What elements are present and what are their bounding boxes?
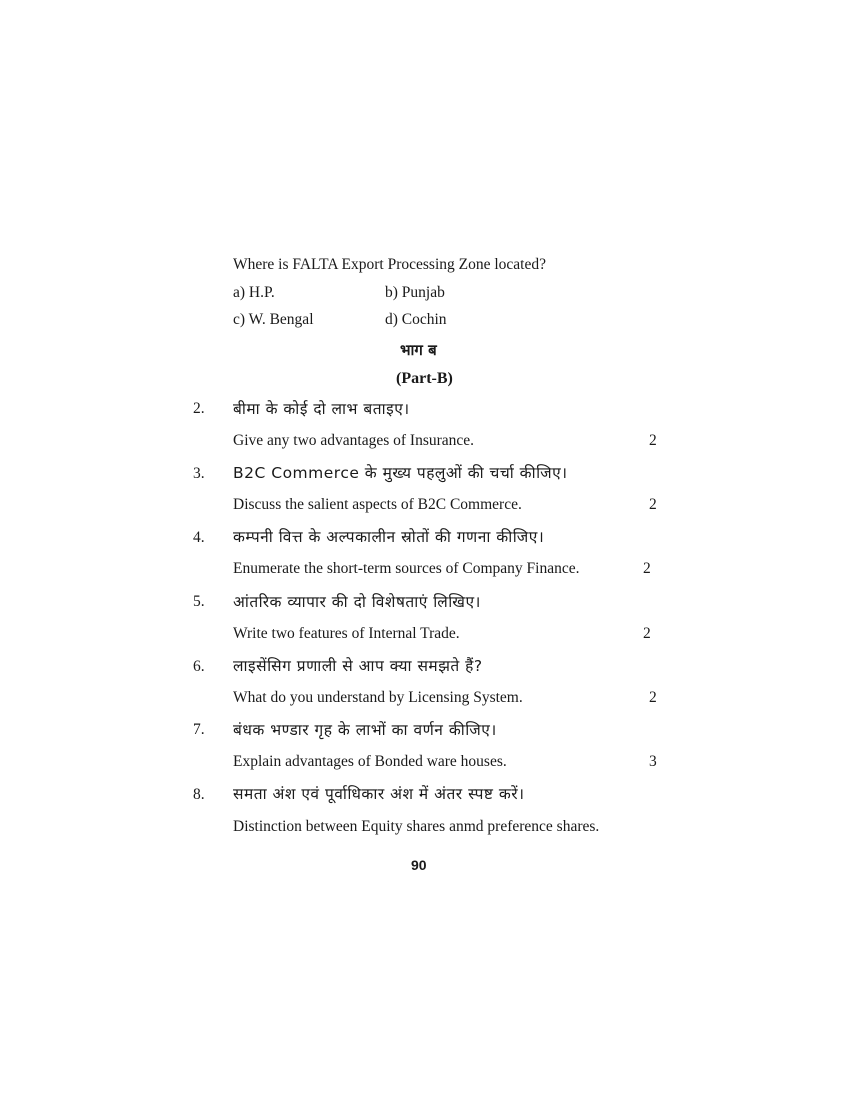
question-english: Explain advantages of Bonded ware houses. xyxy=(233,753,507,770)
question-number: 8. xyxy=(193,786,205,803)
question-hindi: B2C Commerce के मुख्य पहलुओं की चर्चा कीजिए। xyxy=(233,464,568,482)
question-hindi: कम्पनी वित्त के अल्पकालीन स्रोतों की गणना कीजिए। xyxy=(233,528,545,546)
question-hindi: समता अंश एवं पूर्वाधिकार अंश में अंतर स्पष्ट करें। xyxy=(233,785,525,803)
question-hindi: बीमा के कोई दो लाभ बताइए। xyxy=(233,400,410,418)
question-number: 7. xyxy=(193,721,205,738)
question-marks: 2 xyxy=(643,625,651,642)
mcq-option-b: b) Punjab xyxy=(385,284,445,301)
question-english: Discuss the salient aspects of B2C Commerce. xyxy=(233,496,522,513)
question-marks: 2 xyxy=(643,560,651,577)
question-english: Write two features of Internal Trade. xyxy=(233,625,460,642)
mcq-option-a: a) H.P. xyxy=(233,284,275,301)
section-heading-hindi: भाग ब xyxy=(400,341,437,359)
question-hindi: लाइसेंसिग प्रणाली से आप क्या समझते हैं? xyxy=(233,657,483,675)
question-marks: 3 xyxy=(649,753,657,770)
mcq-option-c: c) W. Bengal xyxy=(233,311,314,328)
section-heading-english: (Part-B) xyxy=(396,370,453,387)
question-number: 4. xyxy=(193,529,205,546)
question-number: 5. xyxy=(193,593,205,610)
question-marks: 2 xyxy=(649,496,657,513)
question-english: Give any two advantages of Insurance. xyxy=(233,432,475,449)
question-number: 3. xyxy=(193,465,205,482)
question-hindi: आंतरिक व्यापार की दो विशेषताएं लिखिए। xyxy=(233,593,481,611)
page-number: 90 xyxy=(411,857,427,873)
question-english: Distinction between Equity shares anmd preference shares. xyxy=(233,818,600,835)
question-marks: 2 xyxy=(649,432,657,449)
question-english: What do you understand by Licensing System. xyxy=(233,689,523,706)
mcq-option-d: d) Cochin xyxy=(385,311,447,328)
question-marks: 2 xyxy=(649,689,657,706)
question-number: 2. xyxy=(193,400,205,417)
question-english: Enumerate the short-term sources of Company Finance. xyxy=(233,560,580,577)
question-hindi: बंधक भण्डार गृह के लाभों का वर्णन कीजिए। xyxy=(233,721,497,739)
mcq-question: Where is FALTA Export Processing Zone located? xyxy=(233,256,546,273)
question-number: 6. xyxy=(193,658,205,675)
